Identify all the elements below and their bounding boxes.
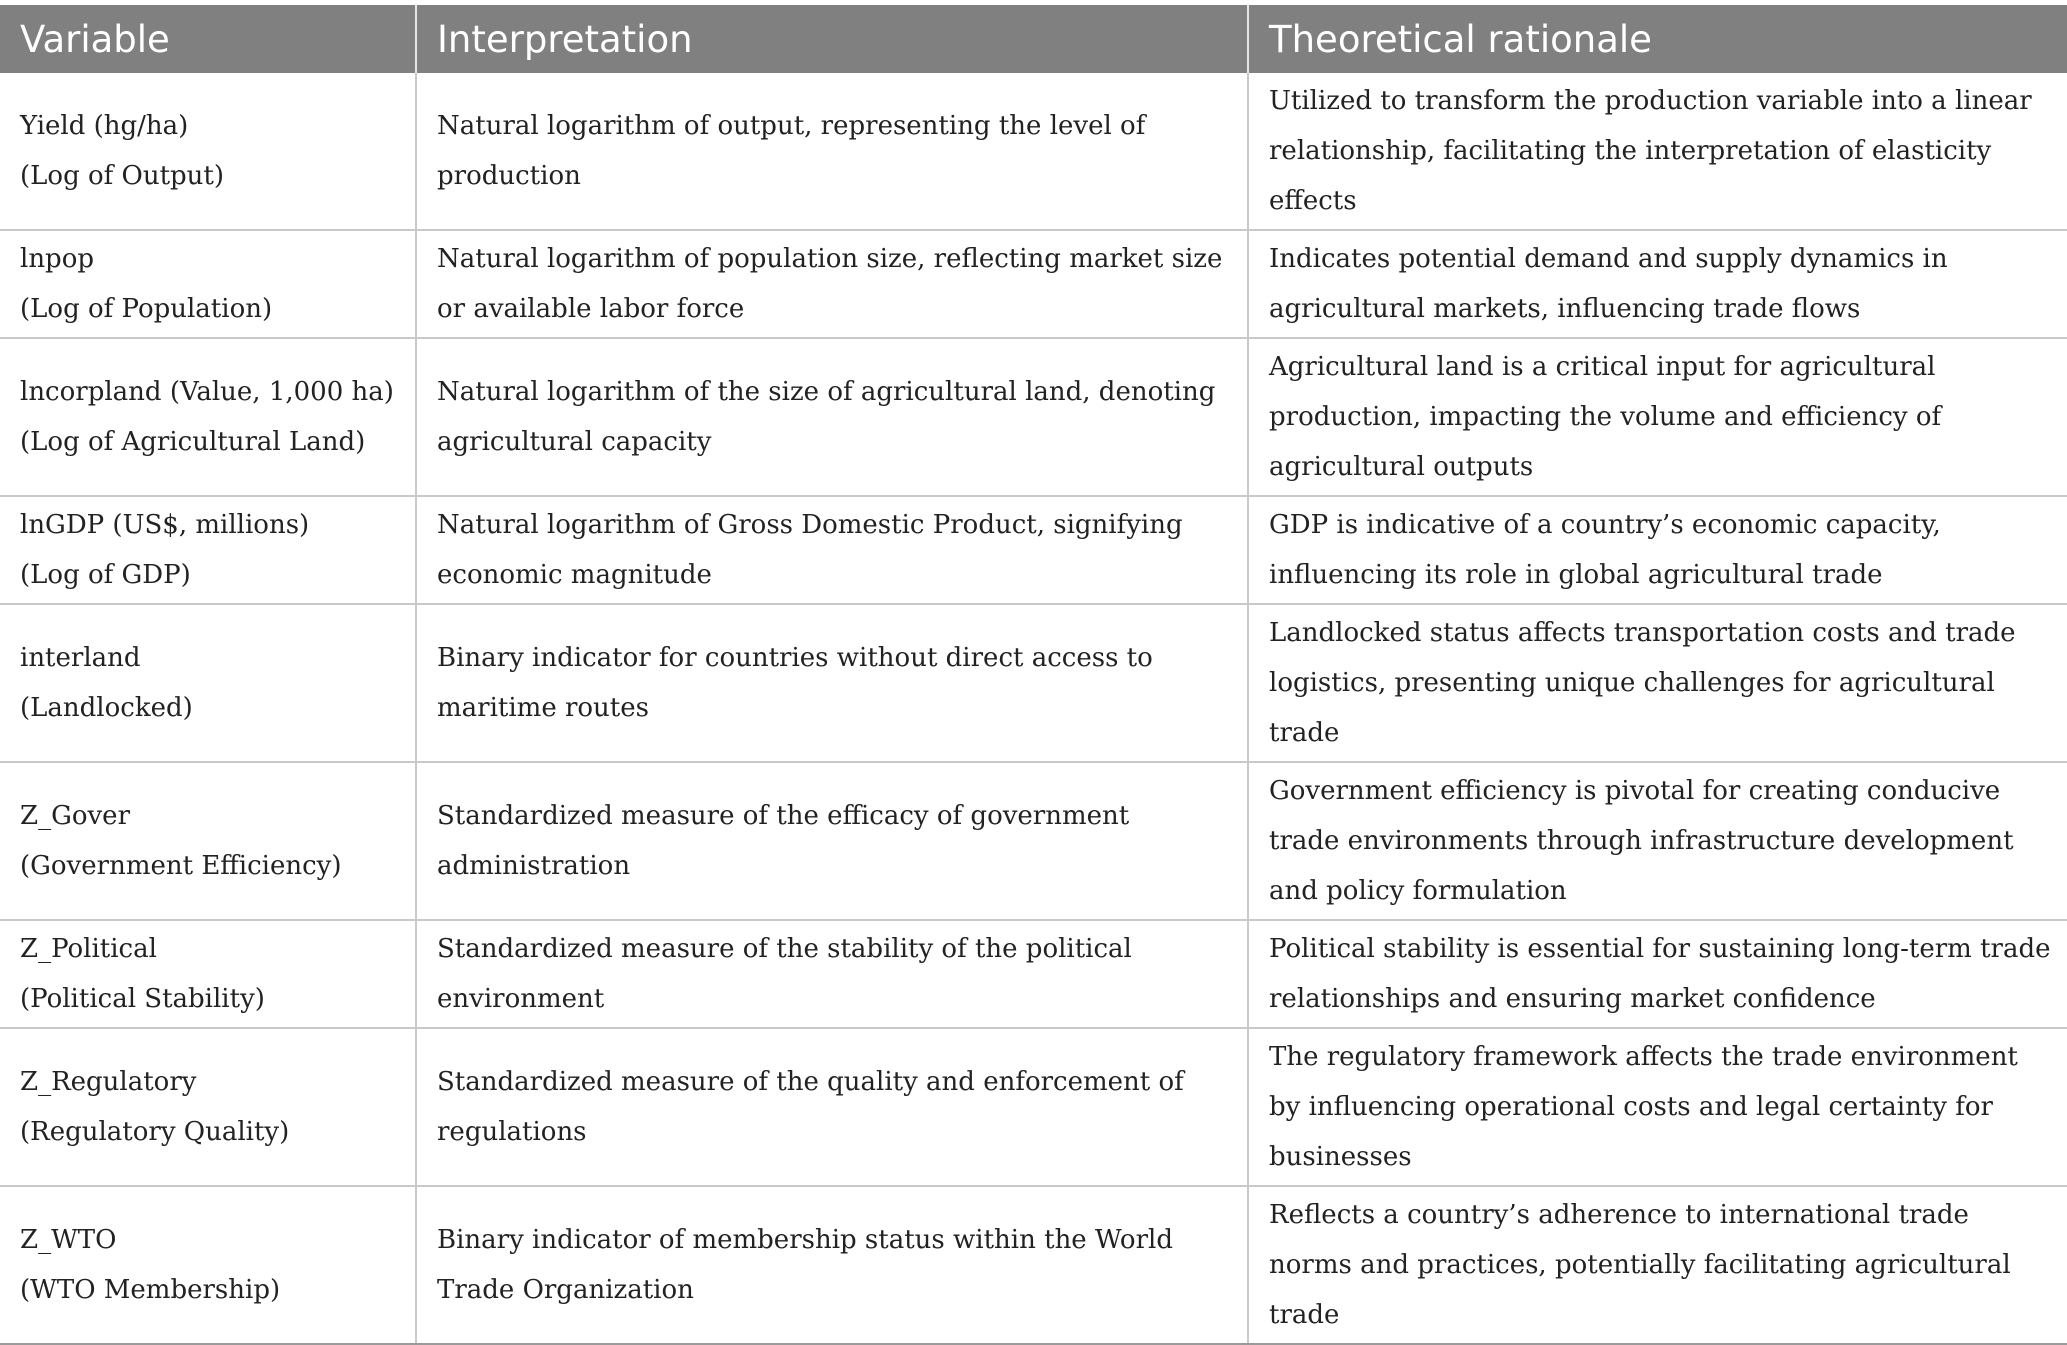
interpretation-cell: Natural logarithm of output, representing the level of production [416, 73, 1248, 230]
variables-table [0, 5, 2067, 1345]
variable-cell: lnpop (Log of Population) [0, 230, 416, 338]
variable-cell: Yield (hg/ha) (Log of Output) [0, 73, 416, 230]
rationale-cell: GDP is indicative of a country’s economic capacity, influencing its role in global agricultural trade [1248, 496, 2067, 604]
rationale-cell: Government efficiency is pivotal for creating conducive trade environments through infrastructure development and policy formulation [1248, 762, 2067, 920]
table-row [0, 1028, 2067, 1186]
variable-cell: Z_Gover (Government Efficiency) [0, 762, 416, 920]
table-row [0, 762, 2067, 920]
table-row [0, 920, 2067, 1028]
rationale-cell: Utilized to transform the production variable into a linear relationship, facilitating the interpretation of elasticity effects [1248, 73, 2067, 230]
table-row [0, 496, 2067, 604]
rationale-cell: The regulatory framework affects the trade environment by influencing operational costs and legal certainty for businesses [1248, 1028, 2067, 1186]
interpretation-cell: Standardized measure of the quality and enforcement of regulations [416, 1028, 1248, 1186]
rationale-cell: Agricultural land is a critical input for agricultural production, impacting the volume and efficiency of agricultural outputs [1248, 338, 2067, 496]
table-row [0, 230, 2067, 338]
header-theoretical-rationale: Theoretical rationale [1248, 5, 2067, 73]
rationale-cell: Indicates potential demand and supply dynamics in agricultural markets, influencing trade flows [1248, 230, 2067, 338]
interpretation-cell: Standardized measure of the stability of the political environment [416, 920, 1248, 1028]
interpretation-cell: Standardized measure of the efficacy of government administration [416, 762, 1248, 920]
interpretation-cell: Binary indicator of membership status within the World Trade Organization [416, 1186, 1248, 1344]
table-row [0, 604, 2067, 762]
variable-cell: Z_Political (Political Stability) [0, 920, 416, 1028]
header-row [0, 5, 2067, 73]
interpretation-cell: Natural logarithm of population size, reflecting market size or available labor force [416, 230, 1248, 338]
header-variable: Variable [0, 5, 416, 73]
variable-cell: lncorpland (Value, 1,000 ha) (Log of Agricultural Land) [0, 338, 416, 496]
rationale-cell: Political stability is essential for sustaining long-term trade relationships and ensuring market confidence [1248, 920, 2067, 1028]
rationale-cell: Landlocked status affects transportation costs and trade logistics, presenting unique challenges for agricultural trade [1248, 604, 2067, 762]
interpretation-cell: Natural logarithm of Gross Domestic Product, signifying economic magnitude [416, 496, 1248, 604]
variable-cell: Z_WTO (WTO Membership) [0, 1186, 416, 1344]
variable-cell: Z_Regulatory (Regulatory Quality) [0, 1028, 416, 1186]
header-interpretation: Interpretation [416, 5, 1248, 73]
table-row [0, 1186, 2067, 1344]
table-row [0, 338, 2067, 496]
interpretation-cell: Binary indicator for countries without direct access to maritime routes [416, 604, 1248, 762]
interpretation-cell: Natural logarithm of the size of agricultural land, denoting agricultural capacity [416, 338, 1248, 496]
rationale-cell: Reflects a country’s adherence to international trade norms and practices, potentially facilitating agricultural trade [1248, 1186, 2067, 1344]
variable-cell: lnGDP (US$, millions) (Log of GDP) [0, 496, 416, 604]
table-row [0, 73, 2067, 230]
variable-cell: interland (Landlocked) [0, 604, 416, 762]
